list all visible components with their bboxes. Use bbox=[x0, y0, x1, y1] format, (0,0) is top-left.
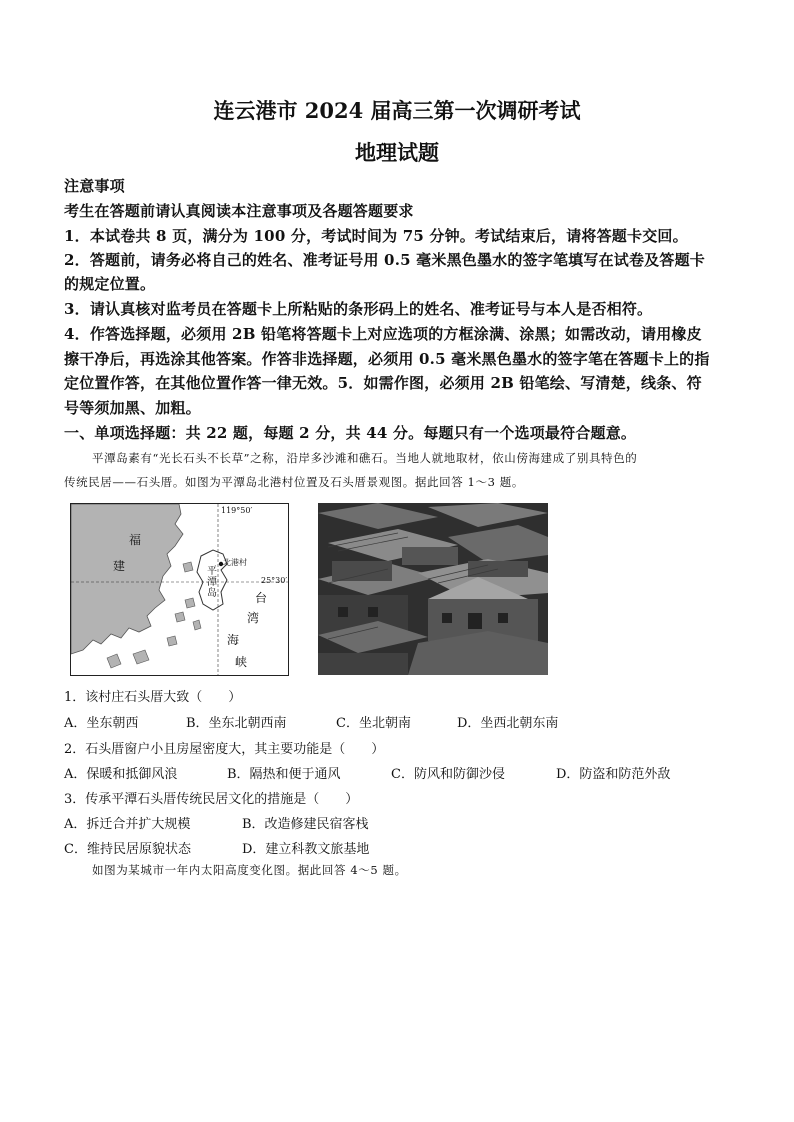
option-d: D．防盗和防范外敌 bbox=[556, 767, 671, 782]
notice-line: 2．答题前，请务必将自己的姓名、准考证号用 0.5 毫米黑色墨水的签字笔填写在试卷及答题卡 bbox=[64, 251, 705, 269]
notice-line: 1．本试卷共 8 页，满分为 100 分，考试时间为 75 分钟。考试结束后，请将答题卡交回。 bbox=[64, 227, 688, 245]
map-label-jian: 建 bbox=[113, 559, 126, 573]
stone-house-photo bbox=[318, 503, 548, 675]
notice-line: 4．作答选择题，必须用 2B 铅笔将答题卡上对应选项的方框涂满、涂黑；如需改动，请用橡皮 bbox=[64, 325, 702, 343]
option-a: A．拆迁合并扩大规模 bbox=[64, 817, 191, 832]
map-graphic bbox=[71, 504, 288, 675]
option-d: D．建立科教文旅基地 bbox=[242, 842, 370, 857]
option-b: B．改造修建民宿客栈 bbox=[242, 817, 369, 832]
exam-title: 连云港市 2024 届高三第一次调研考试 bbox=[213, 98, 581, 123]
passage-text: 如图为某城市一年内太阳高度变化图。据此回答 4～5 题。 bbox=[92, 863, 407, 877]
map-label-latitude: 25°30′ bbox=[261, 576, 288, 585]
passage-text: 平潭岛素有“光长石头不长草”之称，沿岸多沙滩和礁石。当地人就地取材，依山傍海建成了别具特色的 bbox=[92, 451, 638, 465]
map-label-tai: 台 bbox=[255, 591, 268, 605]
notice-line: 擦干净后，再选涂其他答案。作答非选择题，必须用 0.5 毫米黑色墨水的签字笔在答题卡上的指 bbox=[64, 350, 710, 368]
question-stem: 1．该村庄石头厝大致（ ） bbox=[64, 690, 242, 705]
option-d: D．坐西北朝东南 bbox=[457, 716, 559, 731]
location-map bbox=[70, 503, 289, 676]
notice-line: 定位置作答，在其他位置作答一律无效。5．如需作图，必须用 2B 铅笔绘、写清楚，线条、符 bbox=[64, 374, 702, 392]
option-a: A．保暖和抵御风浪 bbox=[64, 767, 178, 782]
map-label-ping: 平 bbox=[207, 566, 217, 577]
option-c: C．维持民居原貌状态 bbox=[64, 842, 191, 857]
notice-line: 的规定位置。 bbox=[64, 275, 156, 293]
option-b: B．坐东北朝西南 bbox=[186, 716, 287, 731]
map-label-fu: 福 bbox=[129, 533, 142, 547]
map-label-village: 北港村 bbox=[223, 558, 247, 567]
passage-text: 传统民居——石头厝。如图为平潭岛北港村位置及石头厝景观图。据此回答 1～3 题。 bbox=[64, 475, 524, 489]
option-c: C．防风和防御沙侵 bbox=[391, 767, 505, 782]
map-label-wan: 湾 bbox=[247, 611, 260, 625]
question-stem: 2．石头厝窗户小且房屋密度大，其主要功能是（ ） bbox=[64, 742, 385, 757]
map-label-longitude: 119°50′ bbox=[221, 506, 253, 515]
notice-line: 3．请认真核对监考员在答题卡上所粘贴的条形码上的姓名、准考证号与本人是否相符。 bbox=[64, 300, 653, 318]
option-a: A．坐东朝西 bbox=[64, 716, 139, 731]
option-c: C．坐北朝南 bbox=[336, 716, 411, 731]
option-b: B．隔热和便于通风 bbox=[227, 767, 341, 782]
subject-title: 地理试题 bbox=[355, 140, 439, 165]
notice-heading: 注意事项 bbox=[64, 177, 125, 195]
map-label-hai: 海 bbox=[227, 633, 240, 647]
notice-line: 号等须加黑、加粗。 bbox=[64, 399, 201, 417]
question-stem: 3．传承平潭石头厝传统民居文化的措施是（ ） bbox=[64, 792, 359, 807]
map-label-dao: 岛 bbox=[207, 588, 217, 599]
notice-lead: 考生在答题前请认真阅读本注意事项及各题答题要求 bbox=[64, 202, 414, 220]
section-heading: 一、单项选择题：共 22 题，每题 2 分，共 44 分。每题只有一个选项最符合题意。 bbox=[64, 424, 637, 442]
map-label-xia: 峡 bbox=[235, 655, 248, 669]
map-label-tan: 潭 bbox=[207, 577, 217, 588]
